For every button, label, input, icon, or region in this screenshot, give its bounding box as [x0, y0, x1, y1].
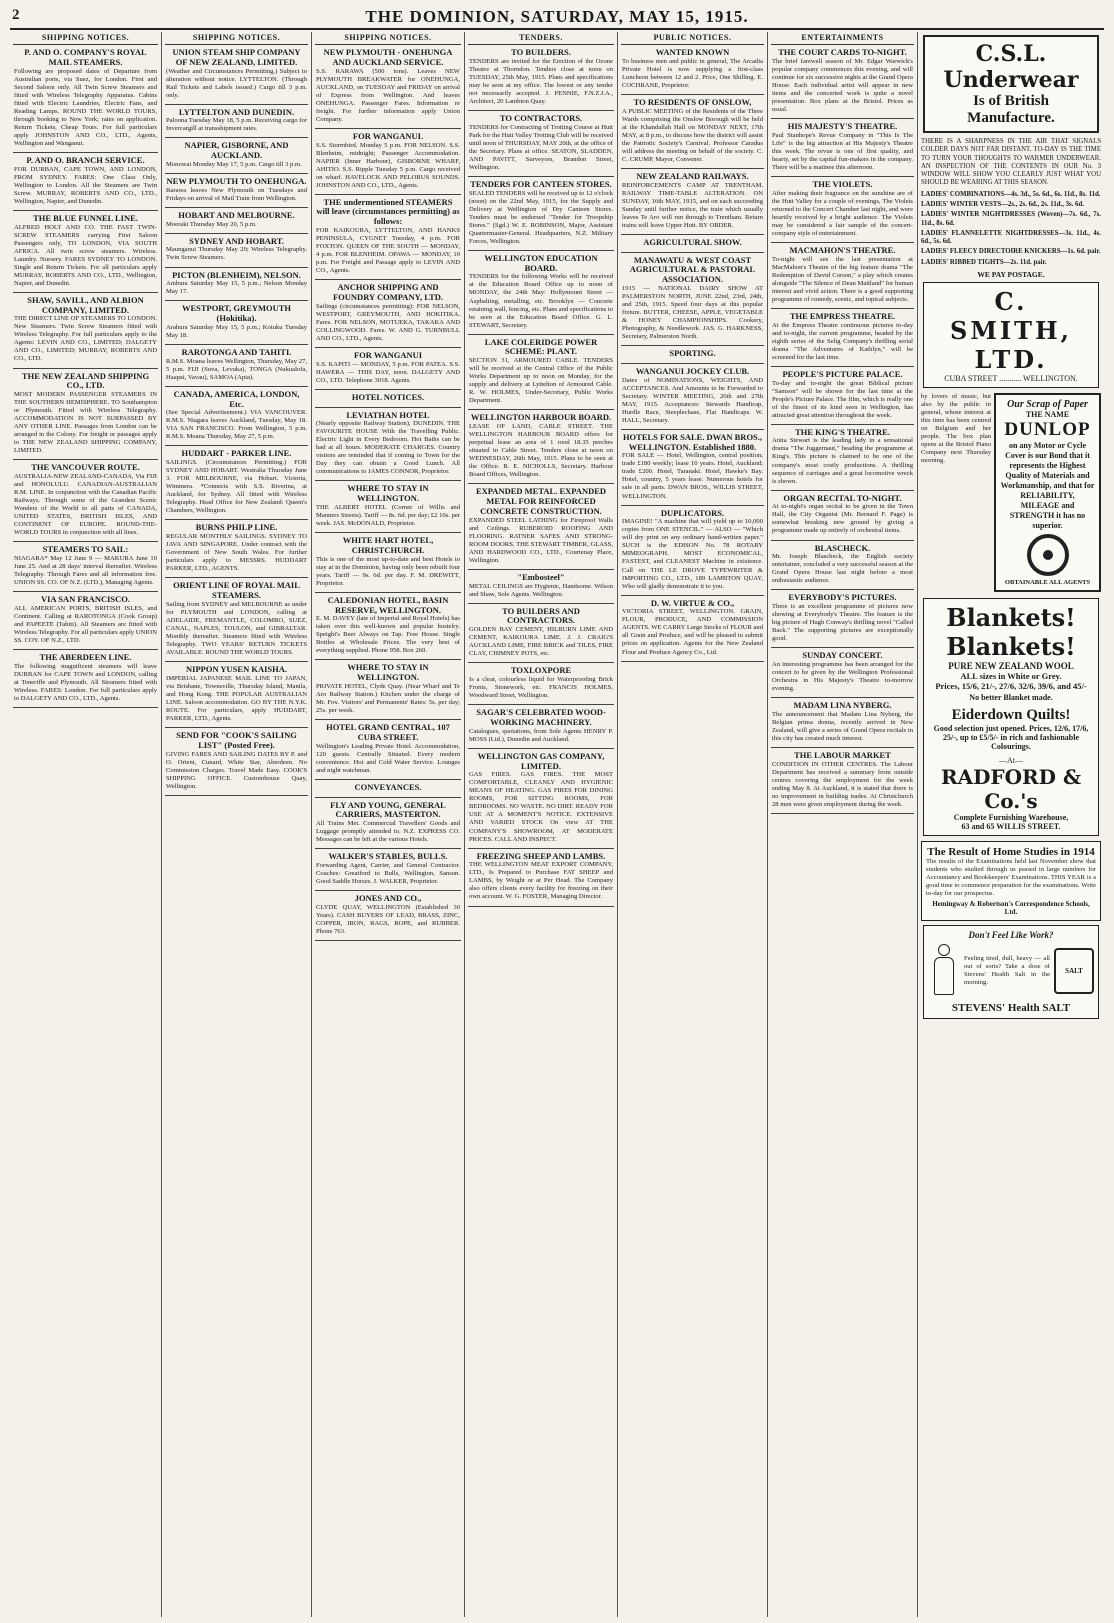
advertisement [165, 662, 308, 728]
ad-title: HOTEL NOTICES. [351, 391, 425, 402]
csl-item: LADIES' COMBINATIONS—4s. 3d., 5s. 6d., 6s. 11d., 8s. 11d. [921, 190, 1101, 198]
advertisement [468, 111, 614, 177]
advertisement [165, 387, 308, 447]
advertisement [315, 129, 461, 195]
ad-body: This is one of the most up-to-date and best Hotels to stay at in the Dominion, having only been rebuilt four years. Tariff — 9s. 6d. per day. F. M. DREWITT, Proprietor. [316, 555, 460, 587]
ad-list [315, 45, 461, 941]
blankets-prices: Prices, 15/6, 21/-, 27/6, 32/6, 39/6, and 45/- [935, 680, 1087, 691]
advertisement [315, 408, 461, 482]
advertisement [13, 369, 158, 461]
column-shipping-2 [162, 32, 312, 1617]
smith-name: C. SMITH, LTD. [949, 286, 1072, 374]
csl-item: LADIES' RIBBED TIGHTS—2s. 11d. pair. [921, 258, 1047, 266]
ad-body: TENDERS are invited for the Erection of the Ozone Theatre at Thorndon. Tenders close at noon on TUESDAY, 25th May, 1915. Plans and specifications may be seen at my office. The lowest or any tender not necessarily accepted. J. PENNIE, F.N.Z.I.A., Architect, 20 Lambton Quay. [469, 57, 613, 105]
ad-body: REINFORCEMENTS CAMP AT TRENTHAM. RAILWAY TIME-TABLE ALTERATION. ON SUNDAY, 16th MAY, 1915, and on each succeeding Sunday until further notice, the train which usually leaves Te Aro will run through to Trentham. Return trains will leave Upper Hutt. BY ORDER. [622, 181, 763, 229]
advertisement [771, 367, 914, 425]
ad-title: HUDDART - PARKER LINE. [181, 448, 292, 459]
advertisement [165, 345, 308, 387]
ad-list [13, 45, 158, 708]
ad-title: JONES AND CO., [354, 893, 422, 904]
advertisement [165, 138, 308, 174]
ad-title: WELLINGTON HARBOUR BOARD. [470, 412, 612, 423]
ad-title: WELLINGTON GAS COMPANY, LIMITED. [477, 750, 605, 771]
ad-title: THE COURT CARDS TO-NIGHT. [778, 47, 907, 57]
advertisement [315, 533, 461, 593]
ad-body: (See Special Advertisement.) VIA VANCOUVER. R.M.S. Niagara leaves Auckland, Tuesday, May 18. VIA SAN FRANCISCO. From Wellington, 5 p.m. R.M.S. Moana Thursday, May 27, 5 p.m. [166, 409, 307, 441]
ad-title: STEAMERS TO SAIL: [42, 544, 129, 555]
ad-body: The following magnificent steamers will leave DURBAN for CAPE TOWN and LONDON, calling at Teneriffe and Plymouth. All Steamers fitted with Wireless. FARES: London. For full particulars apply to DALGETY AND CO., LTD., Agents. [14, 662, 157, 702]
advertisement [621, 506, 764, 596]
ad-list [468, 45, 614, 907]
radford-sub: Complete Furnishing Warehouse, [953, 812, 1069, 822]
ad-title: TO RESIDENTS OF ONSLOW, [633, 96, 752, 107]
ad-title: NEW PLYMOUTH TO ONEHUNGA. [166, 176, 307, 187]
advertisement [771, 491, 914, 541]
ad-title: WHERE TO STAY IN WELLINGTON. [347, 662, 429, 683]
advertisement [621, 364, 764, 430]
ad-body: After making their fragrance on the sunshine are of the Hutt Valley for a couple of evenings, The Violets returned to the Concert Chamber last night, and were heartily received by a bright audience. The Violets may be considered a fair sample of the concert-company style of entertainment. [772, 189, 913, 237]
ad-title: THE EMPRESS THEATRE. [789, 310, 896, 321]
blankets-note: No better Blanket made. [969, 692, 1053, 702]
ad-title: THE ABERDEEN LINE. [39, 652, 132, 663]
advertisement [13, 293, 158, 369]
radford-at: —At— [999, 755, 1023, 765]
advertisement [315, 390, 461, 408]
column-heading: SHIPPING NOTICES. [165, 32, 308, 45]
ad-body: Sailings (circumstances permitting): FOR NELSON, WESTPORT, GREYMOUTH, AND HOKITIKA. Fares. FOR NELSON, MOTUEKA, TAKAKA AND COLLINGWOOD. Fares. W. AND G. TURNBULL AND CO., LTD., Agents. [316, 302, 460, 342]
column-heading: TENDERS. [468, 32, 614, 45]
eiderdown-title: Eiderdown Quilts! [951, 706, 1071, 723]
hemingway-body: The results of the Examinations held last November show that students who studied through us passed in large numbers for Accountancy and Bookkeepers' Examinations. THIS YEAR is a good time to commence preparation for the examinations. Write to-day for our prospectus. [926, 857, 1096, 898]
advertisement [621, 596, 764, 662]
advertisement [13, 211, 158, 293]
ad-body: An interesting programme has been arranged for the concert to be given by the Wellington Professional Orchestra in His Majesty's Theatre to-morrow evening. [772, 661, 913, 693]
ad-title: BURNS PHILP LINE. [195, 522, 278, 533]
ad-body: IMAGINE! "A machine that will yield up to 10,000 copies from ONE STENCIL." — ALSO — "Which will dry print on any ordinary hand-written paper." SUCH is the EDISON No. 78 ROTARY MIMEOGRAPH. MOST ECONOMICAL, FASTEST, and CLEANEST Machine in existence. Call on THE LE DROVE TYPEWRITER & IMPORTING CO., LTD., 189 LAMBTON QUAY, Who will gladly demonstrate it to you. [622, 518, 763, 590]
ad-title: CALEDONIAN HOTEL, BASIN RESERVE, WELLINGTON. [327, 594, 449, 615]
ad-title: EXPANDED METAL. EXPANDED METAL FOR REINFORCED CONCRETE CONSTRUCTION. [475, 486, 607, 516]
column-display-ads [918, 32, 1104, 1617]
column-shipping-1 [10, 32, 162, 1617]
ad-body: E. M. DAVEY (late of Imperial and Royal Hotels) has taken over this well-known and popular hostelry. Speight's Beer Always on Tap. Free House. Single Bottles at Wholesale Prices. The very best of everything supplied. Phone 958. Box 260. [316, 615, 460, 655]
advertisement [771, 541, 914, 591]
column-shipping-3 [312, 32, 465, 1617]
advertisement [468, 705, 614, 749]
advertisement [468, 749, 614, 849]
advertisement [315, 891, 461, 941]
advertisement [468, 410, 614, 484]
blankets-ad [923, 598, 1099, 836]
ad-title: SUNDAY CONCERT. [802, 650, 883, 661]
column-heading: SHIPPING NOTICES. [13, 32, 158, 45]
ad-title: FREEZING SHEEP AND LAMBS. [476, 850, 606, 861]
advertisement [468, 604, 614, 664]
ad-body: IMPERIAL JAPANESE MAIL LINE TO JAPAN, via Brisbane, Townsville, Thursday Island, Manila, and Hong Kong. THE POPULAR AUSTRALIAN LINE. Saloon accommodation. GO BY THE N.Y.K. ROUTE. For particulars, apply HUDDART, PARKER, LTD., Agents. [166, 674, 307, 723]
ad-title: SYDNEY AND HOBART. [189, 235, 284, 246]
ad-title: SAGAR'S CELEBRATED WOOD-WORKING MACHINERY. [476, 707, 606, 727]
ad-body: SAILINGS. (Circumstances Permitting.) FOR SYDNEY AND HOBART. Westralia Thursday June 3. FOR MELBOURNE, via Hobart. Victoria, Wimmera. *Connects with S.S. Riverina, at Auckland, for Sydney. All fitted with Wireless Telegraphy. Head Office for New Zealand: Queen's Chambers, Wellington. [166, 459, 307, 515]
ad-title: TO BUILDERS. [511, 47, 571, 57]
ad-body: SEALED TENDERS will be received up to 12 o'clock (noon) on the 22nd May, 1915, for the Supply and Delivery at Wellington of Dry Canteen Stores. Tenders must be endorsed "Tender for Troopship Stores." (Sgd.) W. E. ROBINSON, Major, Assistant Quartermaster-General. Headquarters, N.Z. Military Forces, Wellington. [469, 189, 613, 245]
ad-body: To-night will see the last presentation at MacMahon's Theatre of the big feature drama "The Redemption of David Corson," a play which creates alongside "The Silence of Dean Maitland" for human interest and vivid action. There is a good supporting programme of comedy, scenic, and topical subjects. [772, 255, 913, 303]
ad-body: Monowai Monday May 17, 5 p.m. Cargo till 3 p.m. [166, 161, 302, 169]
advertisement [771, 243, 914, 309]
ad-title: NEW ZEALAND RAILWAYS. [636, 170, 749, 181]
ad-body: Paloona Tuesday May 18, 5 p.m. Receiving cargo for Invercargill at transshipment rates. [166, 117, 307, 133]
ad-title: MADAM LINA NYBERG. [793, 700, 892, 711]
blankets-sizes: ALL sizes in White or Grey. [960, 670, 1062, 681]
ad-title: HOBART AND MELBOURNE. [178, 209, 295, 220]
csl-item: LADIES' WINTER VESTS—2s., 2s. 6d., 2s. 11d., 3s. 6d. [921, 200, 1084, 208]
dunlop-headline: Our Scrap of Paper [1007, 398, 1088, 410]
newspaper-title: THE DOMINION, SATURDAY, MAY 15, 1915. [365, 7, 749, 26]
ad-title: NAPIER, GISBORNE, AND AUCKLAND. [184, 140, 289, 161]
ad-title: ANCHOR SHIPPING AND FOUNDRY COMPANY, LTD. [332, 282, 444, 302]
ad-body: Arahura Saturday May 15, 5 p.m.; Kotuku Tuesday May 18. [166, 323, 307, 339]
ad-title: ORIENT LINE OF ROYAL MAIL STEAMERS. [173, 580, 300, 601]
advertisement [13, 460, 158, 542]
ad-body: At the Empress Theatre continuous pictures to-day and to-night, the current programme, headed by the eighth series of the Selig Company's thrilling serial drama "The Adventures of Kathlyn," will be screened for the last time. [772, 321, 913, 361]
ad-title: WANGANUI JOCKEY CLUB. [635, 365, 750, 376]
ad-title: HOTELS FOR SALE. DWAN BROS., WELLINGTON. Established 1880. [622, 431, 763, 452]
csl-tagline: Is of British Manufacture. [967, 93, 1055, 126]
masthead [10, 6, 1104, 30]
ad-title: UNION STEAM SHIP COMPANY OF NEW ZEALAND, LIMITED. [172, 47, 301, 67]
radford-name: RADFORD & Co.'s [940, 764, 1082, 813]
ad-title: THE KING'S THEATRE. [795, 426, 890, 437]
csl-underwear-ad [923, 35, 1099, 133]
ad-title: SEND FOR "COOK'S SAILING LIST" (Posted Free). [176, 730, 297, 750]
advertisement [315, 195, 461, 280]
ad-body: Forwarding Agent, Carrier, and General Contractor. Coaches: Greatford to Bulls, Wellington, Sanson. Good Saddle Horses. J. WALKER, Proprietor. [316, 861, 460, 885]
ad-title: NIPPON YUSEN KAISHA. [186, 664, 287, 675]
ad-title: THE BLUE FUNNEL LINE. [33, 212, 138, 223]
ad-title: LEVIATHAN HOTEL [346, 409, 430, 420]
ad-body: FOR KAIKOURA, LYTTELTON, AND HANKS PENINSULA, CYGNET Tuesday, 4 p.m. FOR FOXTON. QUEEN OF THE SOUTH — MONDAY, 4 p.m. FOR BLENHEIM. OPAWA — MONDAY, 10 p.m. For Freight and Passage apply to LEVIN AND CO., Agents. [316, 227, 460, 275]
ad-body: There is an excellent programme of pictures now showing at Everybody's Theatre. The feature is the big picture of Hugh Conway's thrilling novel "Called Back." The supporting pictures are exceptionally good. [772, 603, 913, 643]
csl-body: THERE IS A SHARPNESS IN THE AIR THAT SIGNALS COLDER DAYS NOT FAR DISTANT. TO-DAY IS THE TIME TO TURN YOUR THOUGHTS TO WARMER UNDERWEAR. AN INSPECTION OF THE CONTENTS IN OUR No. 3 WINDOW WILL SHOW YOU CLEARLY JUST WHAT YOU SHOULD BE WEARING AT THIS SEASON. [921, 138, 1101, 187]
ad-list [621, 45, 764, 662]
dunlop-brand: DUNLOP [1004, 418, 1091, 440]
ad-body: VICTORIA STREET, WELLINGTON. GRAIN, FLOUR, PRODUCE, AND COMMISSION AGENTS. WE CARRY Large Stocks of FLOUR and all Grain and Produce, and will be pleased to submit prices on application. Agents for the New Zealand Flour and Produce Agency Co., Ltd. [622, 608, 763, 656]
advertisement [468, 177, 614, 251]
advertisement [468, 335, 614, 411]
ad-title: TO CONTRACTORS. [499, 112, 583, 123]
ad-title: THE undermentioned STEAMERS will leave (circumstances permitting) as follows: [316, 196, 460, 227]
ad-title: PICTON (BLENHEIM), NELSON. [172, 269, 301, 280]
advertisement [771, 177, 914, 243]
csl-item: LADIES' FLEECY DIRECTOIRE KNICKERS—1s. 6d. pair. [921, 248, 1101, 256]
ad-body: AUSTRALIA-NEW ZEALAND-CANADA, Via FIJI and HONOLULU. CANADIAN-AUSTRALIAN R.M. LINE. In conjunction with the Canadian Pacific Railways. Through some of the Grandest Scenic Wonders of the World to all parts of CANADA, UNITED STATES, BRITISH ISLES, AND CONTINENT OF EUROPE. ROUND-THE-WORLD TOURS in conjunction with all lines. [14, 473, 157, 537]
woman-figure-icon [928, 944, 960, 998]
column-heading: SHIPPING NOTICES. [315, 32, 461, 45]
advertisement [165, 301, 308, 345]
ad-body: Following are proposed dates of Departure from Australian ports, via Suez, for London. First and Second Saloon only. All Twin Screw Steamers and fitted with Wireless Telegraphy Apparatus. Cabins fitted with Electric Laundries, Electric Fans, and Reading Lamps. ROUND THE WORLD TOURS, through booking to New York; rates on application. Return Tickets, Cheap Tours. For full particulars apply JOHNSTON AND CO., LTD., Agents, Wellington and Wanganui. [14, 67, 157, 147]
ad-title: WESTPORT, GREYMOUTH (Hokitika). [181, 303, 292, 324]
ad-title: P. AND O. COMPANY'S ROYAL MAIL STEAMERS. [24, 47, 147, 67]
csl-brand: C.S.L. Underwear [943, 41, 1079, 93]
ad-body: Dates of NOMINATIONS, WEIGHTS, AND ACCEPTANCES. And Amounts to be Forwarded to Secretary. WINTER MEETING, 26th and 27th MAY, 1915. Acceptances: Stewards Handicap, Hurdle Race, Steeplechase, Flat Handicaps. W. HALL, Secretary. [622, 376, 763, 424]
ad-body: MOST MODERN PASSENGER STEAMERS IN THE SOUTHERN HEMISPHERE. TO Southampton or Plymouth. Fitted with Wireless Telegraphy. ACCOMMODATION IS NOT SURPASSED BY ANY OTHER LINE. Passages from London can be arranged in the Colony. For freight or passages apply to THE NEW ZEALAND SHIPPING COMPANY, LIMITED. [14, 391, 157, 455]
dunlop-body: on any Motor or Cycle Cover is our Bond that it represents the Highest Quality of Materials and Workmanship, and that for RELIABILITY, MILEAGE and STRENGTH it has no superior. [1000, 440, 1095, 530]
advertisement [165, 728, 308, 796]
advertisement [771, 748, 914, 814]
ad-body: GOLDEN BAY CEMENT, HILBURN LIME AND CEMENT, KAIKOURA LIME. J. J. CRAIG'S AUCKLAND LIME, FIRE BRICK and TILES, FIRE CLAY, CHIMNEY POTS, etc. [469, 626, 613, 658]
ad-body: To business men and public in general, The Arcadia Private Hotel is now supplying a first-class Luncheon between 12 and 2. Price, One Shilling. E. COCHRANE, Proprietor. [622, 57, 763, 89]
ad-body: Catalogues, quotations, from Sole Agents HENRY P. MOSS (Ltd.), Dunedin and Auckland. [469, 727, 613, 743]
ad-title: FOR WANGANUI [353, 349, 423, 360]
advertisement [13, 153, 158, 211]
ad-list [165, 45, 308, 796]
ad-title: "Embosteel" [517, 571, 565, 582]
advertisement [771, 425, 914, 491]
advertisement [315, 481, 461, 533]
column-public-notices [618, 32, 768, 1617]
ad-body: NIAGARA* May 12 June 9 — MAKURA June 10 June 25. And at 28 days' interval thereafter. Wireless Telegraphy. Through Fares and all information free. UNION SS. CO. OF N.Z. (LTD.), Managing Agents. [14, 555, 157, 587]
advertisement [315, 720, 461, 780]
ad-title: AGRICULTURAL SHOW. [643, 236, 742, 247]
ad-body: FOR DURBAN, CAPE TOWN, AND LONDON, FROM SYDNEY. FARES: One Class Only, Wellington to London. All the Steamers are Twin Screw. MURRAY, ROBERTS AND CO., LTD., Wellington, Napier, and Dunedin. [14, 165, 157, 205]
ad-body: Moeraki Thursday May 20, 5 p.m. [166, 220, 257, 228]
ad-body: Is a clear, colourless liquid for Waterproofing Brick Fronts, Stonework, etc. FRANCIS HOLMES, Woodward Street, Wellington. [469, 676, 613, 700]
ad-title: CANADA, AMERICA, LONDON, Etc. [173, 388, 300, 409]
advertisement [13, 45, 158, 153]
ad-body: ALL AMERICAN PORTS, BRITISH ISLES, and Continent. Calling at RAROTONGA (Cook Group) and PAPEETE (Tahiti). All Steamers are fitted with Wireless Telegraphy. For all particulars apply UNION SS. COY. OF N.Z., LTD. [14, 604, 157, 645]
ad-body: Anita Stewart is the leading lady in a sensational drama "The Juggernaut," heading the programme at King's. This picture is claimed to be one of the company's most costly productions. A thrilling sequence of carriages and a great locomotive wreck is shown. [772, 437, 913, 485]
ad-body: At to-night's organ recital to be given in the Town Hall, the City Organist (Mr. Bernard F. Page) is somewhat breaking new ground by giving a programme made up entirely of orchestral items. [772, 503, 913, 535]
advertisement [165, 105, 308, 139]
ad-body: GAS FIRES. GAS FIRES. THE MOST COMFORTABLE, CLEANLY AND HYGIENIC MEANS OF HEATING. GAS FIRES FOR DINING ROOMS, FOR SITTING ROOMS, FOR BEDROOMS. NO WASTE. NO DIRT. READY FOR USE AT A MOMENT'S NOTICE. EXTENSIVE AND VARIED STOCK On view AT THE COMPANY'S SHOWROOM, AT MODERATE PRICES. CALL AND INSPECT. [469, 771, 613, 843]
ad-title: WANTED KNOWN [655, 47, 730, 57]
blankets-subtitle: PURE NEW ZEALAND WOOL [948, 660, 1074, 671]
advertisement [621, 235, 764, 253]
smith-ad [923, 282, 1099, 388]
advertisement [771, 309, 914, 367]
advertisement [165, 234, 308, 268]
ad-body: The brief farewell season of Mr. Edgar Warwick's popular company commences this evening, and will continue for six successive nights at the Grand Opera House. Each individual artist will appear in new items and the concerted work is quite a novel presentation. Box plans at the Bristol. Prices as usual. [772, 57, 913, 113]
ad-title: HIS MAJESTY'S THEATRE. [787, 120, 898, 131]
ad-body: THE WELLINGTON MEAT EXPORT COMPANY, LTD., Is Prepared to Purchase FAT SHEEP and LAMBS, by Weight or at Per Head. The Company also offers clients every facility for freezing on their own account. W. G. FOSTER, Managing Director. [469, 861, 613, 901]
advertisement [13, 542, 158, 592]
advertisement [621, 430, 764, 506]
ad-title: TO BUILDERS AND CONTRACTORS. [502, 605, 580, 626]
ad-body: The announcement that Madam Lina Nyberg, the Belgian prima donna, recently arrived in New Zealand, will give a series of Grand Opera recitals in this city has created much interest. [772, 710, 913, 743]
ad-body: Maunganui Thursday May 20; Wireless Telegraphy. Twin Screw Steamers. [166, 246, 307, 262]
ad-title: ORGAN RECITAL TO-NIGHT. [783, 492, 902, 503]
ad-title: LYTTELTON AND DUNEDIN. [178, 106, 295, 117]
csl-item-list [921, 191, 1101, 267]
advertisement [468, 663, 614, 705]
stevens-body: Feeling tired, dull, heavy — all out of sorts? Take a dose of Stevens' Health Salt in the morning. [964, 955, 1050, 987]
advertisement [771, 590, 914, 648]
ad-body: Mr. Joseph Blascheck, the English society entertainer, concluded a very successful season at the Grand Opera House last night before a most enthusiastic audience. [772, 553, 913, 585]
dunlop-footer: OBTAINABLE ALL AGENTS [1004, 578, 1091, 586]
ad-body: THE ALBERT HOTEL (Corner of Willis and Manners Streets). Tariff — 8s. 6d. per day; £2 10s. per week. JAS. McDONALD, Proprietor. [316, 504, 460, 528]
ad-body: Ambura Saturday May 15, 5 p.m.; Nelson Monday May 17. [166, 280, 307, 296]
ad-body: GIVING FARES AND SAILING DATES BY P. and O. Orient, Cunard, White Star, Aberdeen. No Commission Charges. Travel Made Easy. COOK'S SHIPPING OFFICE. Customhouse Quay, Wellington. [166, 750, 307, 790]
advertisement [468, 849, 614, 907]
ad-title: VIA SAN FRANCISCO. [40, 594, 131, 605]
ad-title: MANAWATU & WEST COAST AGRICULTURAL & PASTORAL ASSOCIATION. [629, 254, 756, 285]
salt-tin-icon: SALT [1054, 948, 1094, 994]
ad-body: CLYDE QUAY, WELLINGTON (Established 30 Years). CASH BUYERS OF LEAD, BRASS, ZINC, COPPER, IRON, RAGS, ROPE, and RUBBER. Phone 763. [316, 903, 460, 935]
advertisement [468, 484, 614, 569]
ad-title: RAROTONGA AND TAHITI. [181, 346, 292, 357]
ad-title: WELLINGTON EDUCATION BOARD. [484, 252, 598, 273]
ad-body: A PUBLIC MEETING of the Residents of the Three Wards comprising the Onslow Borough will be held at the Khandallah Hall on MONDAY NEXT, 17th MAY, at 8 p.m., to discuss how the district will assist the Patriotic Society's Carnival. Professor Caradus will address the meeting on behalf of the society. C. C. CRUMP, Mayor, Convener. [622, 107, 763, 163]
advertisement [165, 208, 308, 234]
ad-body: All Trains Met. Commercial Travellers' Goods and Luggage promptly attended to. N.Z. EXPRESS CO. Messages can be left at the various Hotels. [316, 820, 460, 844]
ad-body: FOR SALE — Hotel, Wellington, central position; trade £180 weekly; lease 10 years. Hotel, Auckland; trade £200. Hotel, Taranaki. Hotel, Hawke's Bay. Hotel, country, 5 years lease. Numerous hotels for sale in all parts. DWAN BROS., WILLIS STREET, WELLINGTON. [622, 452, 763, 500]
advertisement [165, 268, 308, 302]
advertisement [165, 174, 308, 208]
ad-title: CONVEYANCES. [354, 781, 422, 792]
ad-title: DUPLICATORS. [660, 507, 725, 518]
ad-body: ALFRED HOLT AND CO. THE FAST TWIN-SCREW STEAMERS carrying First Saloon Passengers only, TO LONDON, VIA SOUTH AFRICA. All twin screw steamers. Wireless. Laundry. Nursery. FARES SYDNEY TO LONDON. Single and Return Tickets. For all particulars apply MURRAY, ROBERTS AND CO., LTD., Wellington, Napier, and Dunedin. [14, 223, 157, 287]
smith-address: CUBA STREET ........... WELLINGTON. [944, 373, 1078, 383]
advertisement [165, 45, 308, 105]
ad-title: WALKER'S STABLES, BULLS. [328, 851, 448, 862]
ad-body: SECTION 31, ARMOURED CABLE. TENDERS will be received at the Central Office of the Public Works Department up to noon on Monday, for the supply and delivery at Lyttelton of Armoured Cable. R. W. HOLMES, Under-Secretary, Public Works Department. [469, 357, 613, 405]
advertisement [621, 169, 764, 235]
ad-title: BLASCHECK. [814, 542, 871, 553]
advertisement [468, 45, 614, 111]
advertisement [771, 119, 914, 177]
dunlop-ad [994, 393, 1101, 592]
csl-item: LADIES' WINTER NIGHTDRESSES (Woven)—7s. 6d., 7s. 11d., 8s. 6d. [921, 211, 1101, 227]
hemingway-ad [921, 841, 1101, 921]
stevens-brand: STEVENS' Health SALT [951, 1002, 1071, 1015]
ad-body: (Nearly opposite Railway Station), DUNEDIN. THE FAVOURITE HOUSE With the Travelling Public. Electric Light in Every Bedroom. Hot Baths can be had at all hours. MODERATE CHARGES. Country visitors are reminded that if coming to Town for the Day they can obtain a Good Lunch. All communications to JAMES CONNOR, Proprietor. [316, 420, 460, 476]
ad-list [771, 45, 914, 814]
columns [10, 32, 1104, 1617]
advertisement [315, 849, 461, 891]
advertisement [468, 570, 614, 604]
ad-title: WHITE HART HOTEL, CHRISTCHURCH. [342, 535, 434, 555]
ad-title: FOR WANGANUI. [352, 130, 424, 141]
ad-title: SPORTING. [669, 348, 716, 359]
column-entertainments [768, 32, 918, 1617]
ad-title: SHAW, SAVILL, AND ALBION COMPANY, LIMITED. [27, 294, 144, 315]
ad-title: LAKE COLERIDGE POWER SCHEME: PLANT. [484, 336, 598, 357]
ad-body: METAL CEILINGS are Hygienic, Handsome. Wilson and Shaw, Sole Agents. Wellington. [469, 582, 613, 598]
hemingway-title: The Result of Home Studies in 1914 [927, 845, 1095, 858]
advertisement [315, 280, 461, 348]
ad-title: WHERE TO STAY IN WELLINGTON. [347, 483, 429, 504]
ad-body: TENDERS for the following Works will be received at the Education Board Office up to noon of MONDAY, the 24th May: Hollymount Street — Asphalting, metalling, etc. Brooklyn — Concrete retaining wall, fencing, etc. Plans and specifications to be seen at the Education Board Office. G. L. STEWART, Secretary. [469, 273, 613, 329]
ad-title: THE VANCOUVER ROUTE. [31, 462, 140, 473]
ad-title: D. W. VIRTUE & CO., [650, 597, 735, 608]
advertisement [315, 45, 461, 129]
advertisement [621, 95, 764, 169]
eiderdown-body: Good selection just opened. Prices, 12/6, 17/6, 25/-, up to £5/5/- in rich and fashionable Colourings. [933, 723, 1089, 751]
advertisement [468, 251, 614, 335]
ad-body: Paul Stanhope's Revue Company in "This Is The Life" is the big attraction at His Majesty's Theatre this week. The revue is one of first quality, and hearty, set by the capital fun-makers in the company. There will be a matinee this afternoon. [772, 131, 913, 171]
stevens-headline: Don't Feel Like Work? [968, 930, 1054, 941]
advertisement [315, 593, 461, 661]
page-number: 2 [12, 7, 20, 23]
csl-item: LADIES' FLANNELETTE NIGHTDRESSES—3s. 11d., 4s. 6d., 5s. 6d. [921, 229, 1101, 246]
ad-body: S.S. RARAWA (500 tons). Leaves NEW PLYMOUTH BREAKWATER for ONEHUNGA, AUCKLAND, on TUESDAY and FRIDAY on arrival of Express from Wellington. And leaves ONEHUNGA. Passenger Fares. Information re freight. For further information apply Union Company. [316, 67, 460, 123]
column-heading: ENTERTAINMENTS [771, 32, 914, 45]
advertisement [165, 578, 308, 662]
advertisement [165, 446, 308, 520]
ad-title: P. AND O. BRANCH SERVICE. [26, 154, 145, 165]
ad-body: THE DIRECT LINE OF STEAMERS TO LONDON. New Steamers. Twin Screw Steamers fitted with Wireless Telegraphy. For full particulars apply to the Agents: LEVIN AND CO., LIMITED; DALGETY AND CO., LIMITED; MURRAY, ROBERTS AND CO., LTD. [14, 315, 157, 363]
postage-note: WE PAY POSTAGE. [977, 269, 1045, 279]
ad-body: EXPANDED STEEL LATHING for Fireproof Walls and Ceilings. RUBEROID ROOFING AND FLOORING. RATNER SAFES AND STRONG-ROOM DOORS. THE STEWART TIMBER, GLASS, AND HARDWOOD CO., LTD., Courtenay Place, Wellington. [469, 516, 613, 564]
dunlop-name-pre: THE NAME [1025, 409, 1070, 419]
advertisement [315, 798, 461, 850]
ad-title: THE LABOUR MARKET [794, 750, 891, 761]
hemingway-footer: Hemingway & Robertson's Correspondence Schools, Ltd. [932, 900, 1090, 917]
ad-body: TENDERS for Contracting of Trotting Course at Hutt Park for the Hutt Valley Trotting Club will be received until noon of THURSDAY, MAY 20th, at the office of the Secretary. Plans at office. SEATON, SLADDEN, AND PAVITT, Surveyors, Brandon Street, Wellington. [469, 123, 614, 171]
column-tenders [465, 32, 618, 1617]
ad-title: HOTEL GRAND CENTRAL, 107 CUBA STREET. [326, 722, 450, 742]
ad-body: S.S. KAPITI — MONDAY, 5 p.m. FOR PATEA. S.S. HAWERA — THIS DAY, noon. DALGETY AND CO., LTD. Telephone 3018. Agents. [316, 360, 460, 384]
ad-body: LEASE OF LAND, CABLE STREET. THE WELLINGTON HARBOUR BOARD offers for perpetual lease an area of 1 rood 18.35 perches situated in Cable Street. Tenders close at noon on WEDNESDAY, 26th May, 1915. Plans to be seen at the Office. B. E. NICHOLLS, Secretary. Harbour Board Offices, Wellington. [469, 423, 613, 479]
ad-body: (Weather and Circumstances Permitting.) Subject to alteration without notice. LYTTELTON. (Through Rail Tickets and Labels issued.) Cargo till 3 p.m. only. [166, 67, 307, 99]
ad-body: Rarawa leaves New Plymouth on Tuesdays and Fridays on arrival of Mail Train from Wellington. [166, 186, 307, 202]
advertisement [13, 592, 158, 650]
ad-title: THE VIOLETS. [812, 178, 873, 189]
advertisement [13, 650, 158, 708]
advertisement [771, 45, 914, 119]
tyre-icon [1027, 534, 1069, 576]
ad-body: To-day and to-night the great Biblical picture "Samson" will be shown for the last time at the People's Picture Palace. The film, which is really one of the finest of its kind seen in Wellington, has attracted great attention throughout the week. [772, 379, 913, 419]
advertisement [621, 346, 764, 364]
advertisement [165, 520, 308, 578]
continued-article: by lovers of music, but also by the public in general, whose interest at this time has been centred on Belgium and her people. The box plan opens at the Bristol Piano Company next Thursday morning. [921, 392, 991, 465]
advertisement [621, 253, 764, 347]
ad-title: THE NEW ZEALAND SHIPPING CO., LTD. [21, 370, 150, 391]
ad-title: MACMAHON'S THEATRE. [789, 244, 896, 255]
ad-body: PRIVATE HOTEL, Clyde Quay. (Near Wharf and Te Aro Railway Station.) Kitchen under the charge of Mr. Fox. Visitors' and Permanents' Rates: 5s. per day; 25s. per week. [316, 682, 460, 715]
ad-title: PEOPLE'S PICTURE PALACE. [782, 368, 903, 379]
ad-title: EVERYBODY'S PICTURES. [788, 592, 897, 603]
stevens-salt-ad [923, 925, 1099, 1019]
advertisement [771, 648, 914, 698]
advertisement [315, 780, 461, 798]
column-heading: PUBLIC NOTICES. [621, 32, 764, 45]
ad-title: TENDERS FOR CANTEEN STORES. [470, 178, 612, 189]
ad-body: Sailing from SYDNEY and MELBOURNE as under for PLYMOUTH and LONDON, calling at ADELAIDE, FREMANTLE, COLOMBO, SUEZ, CANAL, NAPLES, TOULON, and GIBRALTAR. Monthly thereafter. Steamers fitted with Wireless Telegraphy. TWO YEARS' RETURN TICKETS AVAILABLE. ROUND THE WORLD TOURS. [166, 600, 307, 657]
ad-body: R.M.S. Moana leaves Wellington, Thursday, May 27, 5 p.m. FIJI (Suva, Levuka), TONGA (Nukualofa, Haapai, Vavau), SAMOA (Apia). [166, 357, 307, 381]
ad-body: Wellington's Leading Private Hotel. Accommodation, 120 guests. Centrally Situated. Every modern convenience. Hot and Cold Water Service. Lounges and night watchman. [316, 742, 460, 774]
ad-title: TOXLOXPORE [510, 665, 572, 676]
advertisement [771, 698, 914, 748]
ad-body: REGULAR MONTHLY SAILINGS. SYDNEY TO JAVA AND SINGAPORE. Under contract with the Government of New South Wales. For further particulars apply to MESSRS. HUDDART PARKER, LTD., AGENTS. [166, 533, 307, 573]
radford-address: 63 and 65 WILLIS STREET. [961, 821, 1061, 831]
advertisement [621, 45, 764, 95]
ad-body: CONDITION IN OTHER CENTRES. The Labour Department has received a summary from outside centres covering the employment for the week ending May 8. At Auckland, it is stated that there is no improvement in building trades. At Christchurch 28 men were given employment during the week. [772, 760, 913, 809]
ad-body: 1915 — NATIONAL DAIRY SHOW AT PALMERSTON NORTH, JUNE 22nd, 23rd, 24th, and 25th, 1915. Speed four days at this popular fixture. BUTTER, CHEESE, APPLE, VEGETABLE & HONEY CHAMPIONSHIPS. Cookery, Photography, & Needlework. JAS. G. HARKNESS, Secretary, Palmerston North. [622, 284, 763, 341]
advertisement [315, 348, 461, 390]
ad-body: S.S. Stormbird. Monday 5 p.m. FOR NELSON. S.S. Blenheim, midnight; Passenger Accommodation. NAPIER (Inner Harbour), GISBORNE WHARF, AHITIO. S.S. Ripple Tuesday 5 p.m. Cargo received on wharf. HAVELOCK AND PELORUS SOUNDS. JOHNSTON AND CO., LTD., Agents. [316, 141, 460, 189]
advertisement [315, 660, 461, 720]
ad-title: NEW PLYMOUTH - ONEHUNGA AND AUCKLAND SERVICE. [323, 47, 453, 67]
ad-title: FLY AND YOUNG, GENERAL CARRIERS, MASTERTON. [330, 799, 446, 820]
blankets-title: Blankets! Blankets! [946, 602, 1076, 661]
